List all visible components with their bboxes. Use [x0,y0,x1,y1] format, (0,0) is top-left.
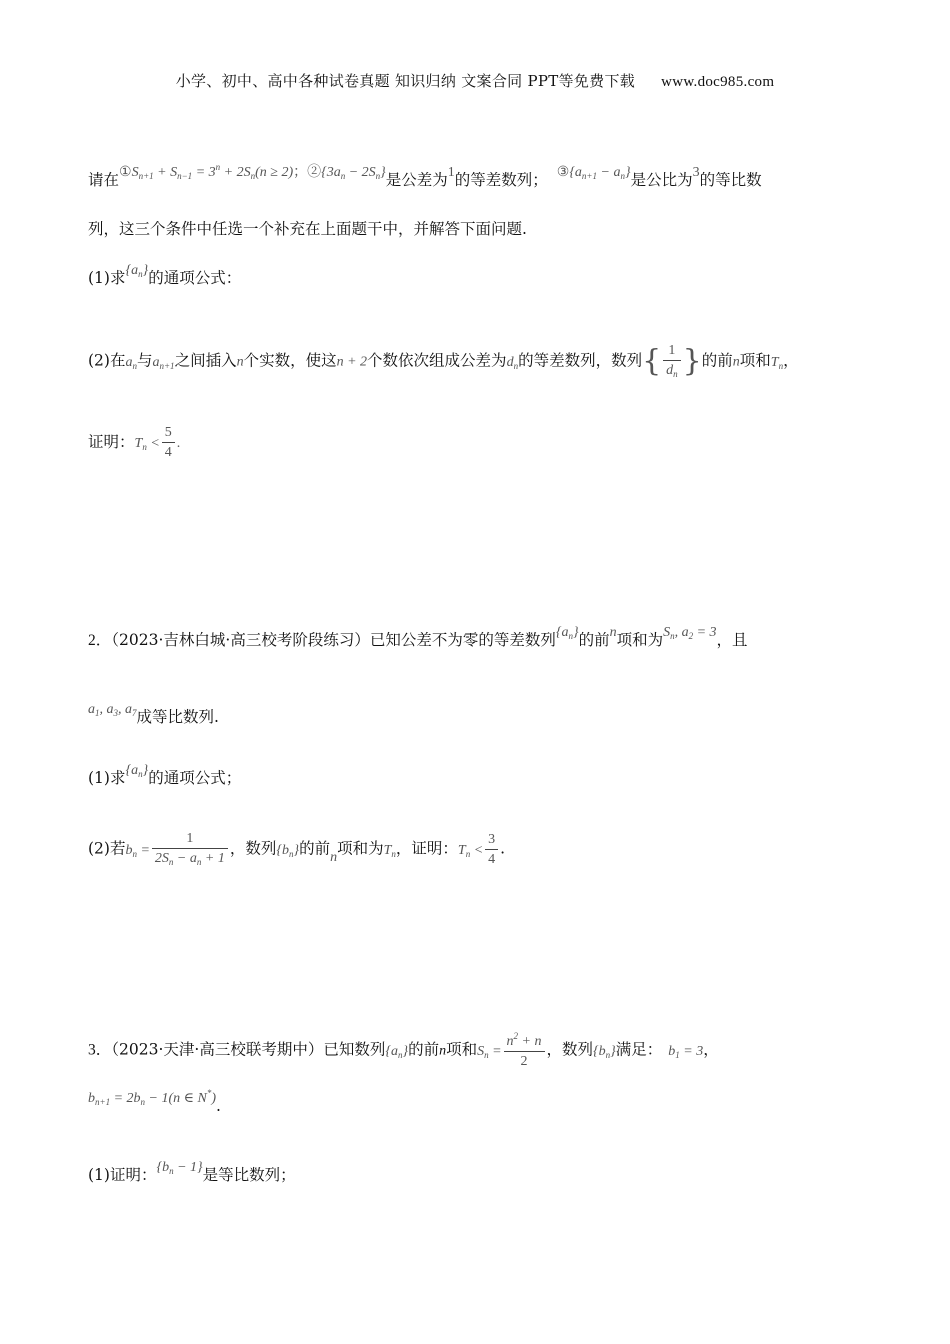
cond2-text: 是公差为 [385,171,448,189]
q3-n: n [439,1043,447,1059]
q2-geo: 成等比数列. [136,708,219,726]
q2-sn-a2: $S_n$, $a_2 = 3$ [663,625,717,641]
q3-bn-seq: $\{b_n\}$ [593,1043,616,1060]
q1-prove-label: 证明： [88,433,135,451]
q3-text3: 项和 [446,1040,478,1059]
q2-p2-prove: ，证明： [395,839,458,858]
cond2-tail: 的等差数列； [454,171,548,189]
q2-p2-prefix: (2)若 [88,839,126,858]
q3-recurrence-line [88,1088,221,1116]
q3-source: （2023·天津·高三校联考期中） [111,1040,324,1059]
q2-p1-suffix: 的通项公式； [148,769,242,787]
recip-dn: $\frac{1}{d_n}$ [663,344,681,379]
q2-part2 [88,832,505,867]
q1-p2-count: 个实数，使这 [243,351,337,370]
q1-conditions-line [88,162,762,190]
dn-symbol: $d_n$ [506,354,519,371]
q3-recurrence: $b_{n+1} = 2b_n - 1(n$ ∈ N*) [88,1088,217,1107]
header-site: www.doc985.com [661,74,775,90]
q1-part2: (2)在$a_n$与$a_{n+1}$之间插入n个实数，使这n + 2个数依次组成公差为$d_n$的等差数列，数列{ $\frac{1}{d_n}$ }的前n项和$T_n$， [88,343,799,379]
tn-symbol: $T_n$ [770,354,784,371]
q1-p2-prefix: (2)在 [88,351,126,370]
cond1-label: ① [119,165,132,180]
q3-seq: $\{a_n\}$ [385,1043,409,1060]
q2-stem [88,625,748,650]
bn-eq: $b_n$ = [125,842,150,859]
cond2-d: 1 [447,165,455,180]
q3-sn-eq: $S_n$ = [477,1043,502,1060]
cond3-tail: 的等比数 [699,171,762,189]
q3-text5: 满足： [615,1040,663,1059]
q3-text4: ，数列 [546,1040,594,1059]
q3-text1: 已知数列 [323,1040,386,1059]
cond3-label: ③ [556,165,570,180]
q3-sn-frac: $\frac{n^2 + n}{2}$ [504,1032,545,1069]
cond3-text: 是公比为 [630,171,693,189]
q2-n2: n [330,849,338,865]
q1-prove: 证明：$T_n$ < $\frac{5}{4}$ . [88,425,181,460]
q3-number: 3． [88,1041,112,1059]
cond1-sep: ； [293,165,308,180]
q3-rec-end: . [216,1097,221,1115]
q1-p2-form: 个数依次组成公差为 [367,351,507,370]
q1-p1-suffix: 的通项公式： [148,269,242,287]
n-symbol: n [236,354,244,370]
q2-text3: 项和为 [616,631,664,649]
q1-part1 [88,263,242,288]
q2-bound-frac: $\frac{3}{4}$ [485,833,498,867]
q2-p1-prefix: (1)求 [88,769,126,787]
q1-p2-sum2: 项和 [739,351,771,370]
q2-text1: 已知公差不为零的等差数列 [369,631,556,649]
q3-text2: 的前 [408,1040,440,1059]
q3-p1-suffix: 是等比数列； [202,1166,296,1184]
an-symbol: $a_n$ [125,354,137,371]
page-header [0,70,950,91]
q2-source: （2023·吉林白城·高三校考阶段练习） [111,631,370,649]
q1-p2-sum: 的前 [701,351,733,370]
q3-part1 [88,1160,296,1185]
n-symbol-2: n [732,354,740,370]
q3-stem [88,1032,719,1069]
q3-b1: $b_1 = 3$ [668,1043,704,1060]
q3-p1-prefix: (1)证明： [88,1166,157,1184]
q1-bound-frac: $\frac{5}{4}$ [162,426,175,460]
header-text: 小学、初中、高中各种试卷真题 知识归纳 文案合同 PPT等免费下载 [175,72,636,90]
q2-number: 2． [88,632,112,649]
q2-bn-frac: $\frac{1}{2S_n - a_n + 1}$ [152,832,228,867]
q2-p2-end: . [500,839,506,858]
n-plus-2: n + 2 [336,354,368,370]
cond2-formula: $\{3a_n - 2S_n\}$ [321,165,386,181]
tn-lt: $T_n$ < [134,436,160,452]
q1-intro: 请在 [88,171,120,189]
q3-text6: ， [703,1040,719,1059]
q1-p2-end: ， [783,351,799,370]
q2-terms: $a_1$, $a_3$, $a_7$ [88,702,137,718]
q2-p2-sum: 的前 [299,839,331,858]
q2-text2: 的前 [578,631,610,649]
q2-p2-sum2: 项和为 [337,839,384,858]
q2-tn: $T_n$ [383,842,396,859]
cond3-formula: $\{a_{n+1} - a_n\}$ [569,165,631,181]
q2-text4: ，且 [716,631,748,649]
cond2-label: ② [307,165,322,180]
q1-p2-insert: 之间插入 [174,351,237,370]
q2-part1 [88,763,242,788]
q1-p1-seq: $\{a_n\}$ [125,263,149,279]
cond3-q: 3 [692,165,700,180]
q1-p2-and: 与 [136,351,153,370]
q2-n: n [609,625,617,640]
an1-symbol: $a_{n+1}$ [152,354,175,371]
q2-seq: $\{a_n\}$ [555,625,579,641]
q2-p1-seq: $\{a_n\}$ [125,763,149,779]
q1-p2-seq: 的等差数列，数列 [518,351,643,370]
q2-bn-seq: $\{b_n\}$ [276,842,300,859]
q1-p1-prefix: (1)求 [88,269,126,287]
q3-p1-seq: $\{b_n - 1\}$ [156,1160,203,1176]
q2-tn-lt: $T_n$ < [457,842,484,859]
cond1-formula: $S_{n+1} + S_{n-1} = 3^n + 2S_n(n \ge 2)$ [131,162,294,181]
q2-geo-line [88,702,219,727]
q2-p2-seq: ，数列 [229,839,277,858]
q1-line2: 列，这三个条件中任选一个补充在上面题干中，并解答下面问题. [88,220,527,238]
